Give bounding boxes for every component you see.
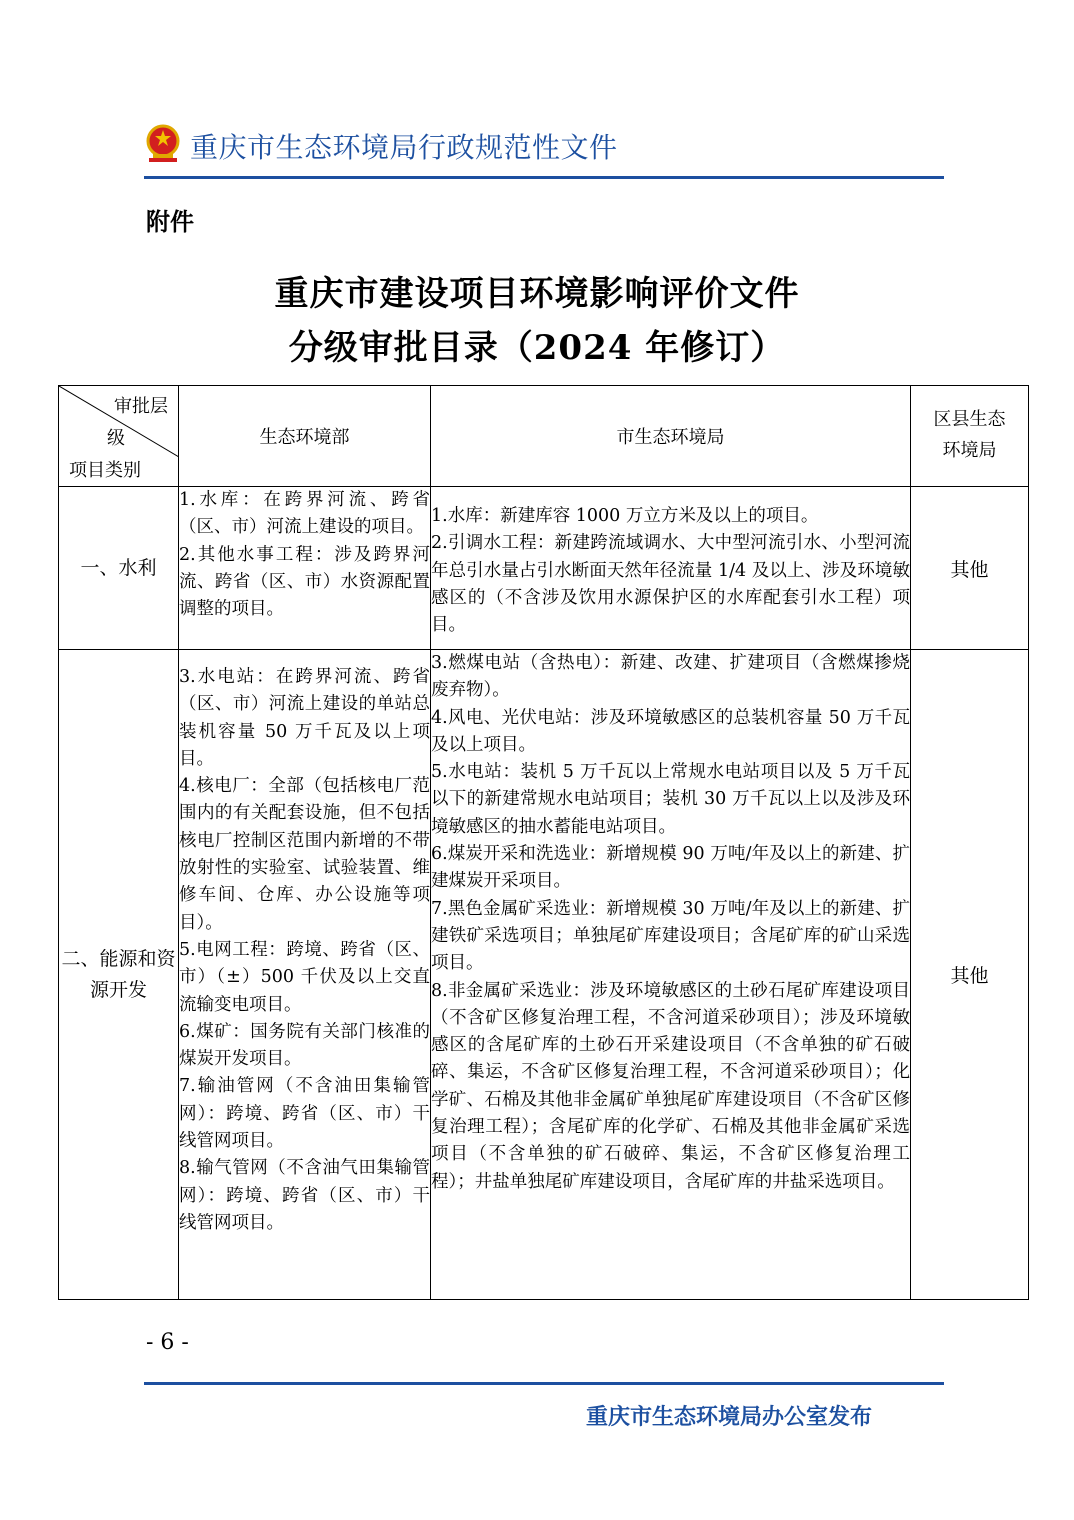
list-item: 7.黑色金属矿采选业：新增规模 30 万吨/年及以上的新建、扩建铁矿采选项目；单独尾矿库建设项目；含尾矿库的矿山采选项目。 <box>431 898 910 974</box>
table-row <box>59 487 1029 650</box>
list-item: 1.水库：在跨界河流、跨省（区、市）河流上建设的项目。 <box>179 490 430 538</box>
table-row <box>59 650 1029 1300</box>
page-number: - 6 - <box>146 1330 189 1355</box>
approval-table <box>58 385 1029 1300</box>
list-item: 8.非金属矿采选业：涉及环境敏感区的土砂石尾矿库建设项目（不含矿区修复治理工程，不含河道采砂项目）；涉及环境敏感区的含尾矿库的土砂石开采建设项目（不含单独的矿石破碎、集运，不含矿区修复治理工程，不含河道采砂项目）；化学矿、石棉及其他非金属矿单独尾矿库建设项目（不含矿区修复治理工程）；含尾矿库的化学矿、石棉及其他非金属矿采选项目（不含单独的矿石破碎、集运，不含矿区修复治理工程）；井盐单独尾矿库建设项目，含尾矿库的井盐采选项目。 <box>431 980 910 1192</box>
city-cell <box>431 650 911 1300</box>
diag-level: 级 <box>107 428 125 449</box>
national-emblem-icon <box>146 124 180 164</box>
category-cell: 二、能源和资源开发 <box>59 650 179 1300</box>
diag-approval-level: 审批层 <box>114 396 168 417</box>
header-title: 重庆市生态环境局行政规范性文件 <box>190 131 618 164</box>
footer-divider <box>144 1382 944 1385</box>
category-cell: 一、水利 <box>59 487 179 650</box>
list-item: 5.水电站：装机 5 万千瓦以上常规水电站项目以及 5 万千瓦以下的新建常规水电站项目；装机 30 万千瓦以上以及涉及环境敏感区的抽水蓄能电站项目。 <box>431 762 910 837</box>
district-cell: 其他 <box>911 487 1029 650</box>
header-ministry: 生态环境部 <box>179 386 431 487</box>
list-item: 2.引调水工程：新建跨流域调水、大中型河流引水、小型河流年总引水量占引水断面天然年径流量 1/4 及以上、涉及环境敏感区的（不含涉及饮用水源保护区的水库配套引水工程）项目。 <box>431 533 910 636</box>
document-title-line-1: 重庆市建设项目环境影响评价文件 <box>274 274 800 314</box>
list-item: 7.输油管网（不含油田集输管网）：跨境、跨省（区、市）干线管网项目。 <box>179 1076 430 1152</box>
header-city-bureau: 市生态环境局 <box>431 386 911 487</box>
diag-project-category: 项目类别 <box>69 460 141 481</box>
attachment-label: 附件 <box>146 208 194 236</box>
header-district-bureau: 区县生态环境局 <box>911 386 1029 487</box>
list-item: 6.煤炭开采和洗选业：新增规模 90 万吨/年及以上的新建、扩建煤炭开采项目。 <box>431 844 910 892</box>
ministry-cell <box>179 487 431 650</box>
list-item: 5.电网工程：跨境、跨省（区、市）（±）500 千伏及以上交直流输变电项目。 <box>179 939 430 1015</box>
list-item: 8.输气管网（不含油气田集输管网）：跨境、跨省（区、市）干线管网项目。 <box>179 1158 430 1233</box>
header-divider <box>144 176 944 179</box>
city-cell <box>431 487 911 650</box>
table-header-row <box>59 386 1029 487</box>
list-item: 1.水库：新建库容 1000 万立方米及以上的项目。 <box>431 506 819 526</box>
list-item: 2.其他水事工程：涉及跨界河流、跨省（区、市）水资源配置调整的项目。 <box>179 544 430 620</box>
diagonal-header-cell <box>59 386 179 487</box>
document-header <box>146 122 946 170</box>
list-item: 3.燃煤电站（含热电）：新建、改建、扩建项目（含燃煤掺烧废弃物）。 <box>431 653 910 701</box>
list-item: 4.风电、光伏电站：涉及环境敏感区的总装机容量 50 万千瓦及以上项目。 <box>431 707 910 755</box>
document-title-line-2: 分级审批目录（2024 年修订） <box>288 328 786 368</box>
district-cell: 其他 <box>911 650 1029 1300</box>
list-item: 4.核电厂：全部（包括核电厂范围内的有关配套设施，但不包括核电厂控制区范围内新增的不带放射性的实验室、试验装置、维修车间、仓库、办公设施等项目）。 <box>179 776 430 933</box>
ministry-cell <box>179 650 431 1300</box>
list-item: 3.水电站：在跨界河流、跨省（区、市）河流上建设的单站总装机容量 50 万千瓦及以上项目。 <box>179 667 430 769</box>
list-item: 6.煤矿：国务院有关部门核准的煤炭开发项目。 <box>179 1021 430 1070</box>
footer-publisher: 重庆市生态环境局办公室发布 <box>586 1405 873 1430</box>
